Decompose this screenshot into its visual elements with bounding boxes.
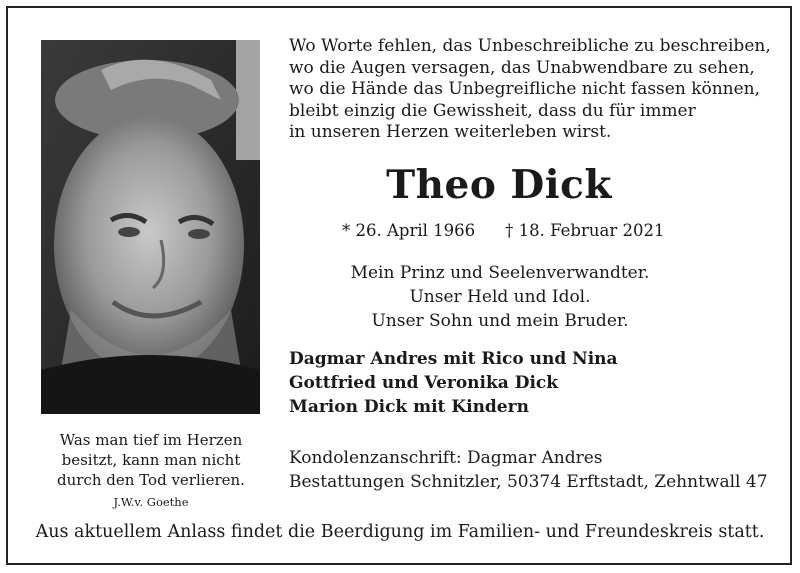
death-date: † 18. Februar 2021 <box>505 221 665 240</box>
condolence-line: Kondolenzanschrift: Dagmar Andres <box>289 448 603 468</box>
poem <box>289 36 769 144</box>
deceased-name: Theo Dick <box>386 162 612 208</box>
poem-line: bleibt einzig die Gewissheit, dass du für immer <box>289 100 696 121</box>
portrait-image <box>41 40 260 414</box>
goethe-quote <box>40 430 262 490</box>
quote-line: durch den Tod verlieren. <box>57 471 245 489</box>
life-dates <box>342 221 664 240</box>
poem-line: Wo Worte fehlen, das Unbeschreibliche zu beschreiben, <box>289 36 771 56</box>
tribute-line: Unser Sohn und mein Bruder. <box>371 311 629 331</box>
tribute-line: Unser Held und Idol. <box>409 287 591 307</box>
poem-line: in unseren Herzen weiterleben wirst. <box>289 122 612 142</box>
funeral-notice: Aus aktuellem Anlass findet die Beerdigung im Familien- und Freundeskreis statt. <box>35 522 765 542</box>
mourner-line: Marion Dick mit Kindern <box>289 397 529 417</box>
poem-line: wo die Hände das Unbegreifliche nicht fassen können, <box>289 79 761 99</box>
quote-author: J.W.v. Goethe <box>113 495 189 509</box>
condolence-address <box>289 446 769 494</box>
mourner-line: Gottfried und Veronika Dick <box>289 373 559 393</box>
poem-line: wo die Augen versagen, das Unabwendbare zu sehen, <box>289 57 755 78</box>
tribute-line: Mein Prinz und Seelenverwandter. <box>350 263 650 283</box>
mourners-list <box>289 347 759 419</box>
condolence-line: Bestattungen Schnitzler, 50374 Erftstadt, Zehntwall 47 <box>289 472 768 492</box>
birth-date: * 26. April 1966 <box>342 221 476 240</box>
quote-line: Was man tief im Herzen <box>59 431 243 449</box>
quote-line: besitzt, kann man nicht <box>61 451 241 469</box>
mourner-line: Dagmar Andres mit Rico und Nina <box>289 349 618 369</box>
portrait-photo <box>41 40 260 414</box>
tribute <box>289 261 711 333</box>
